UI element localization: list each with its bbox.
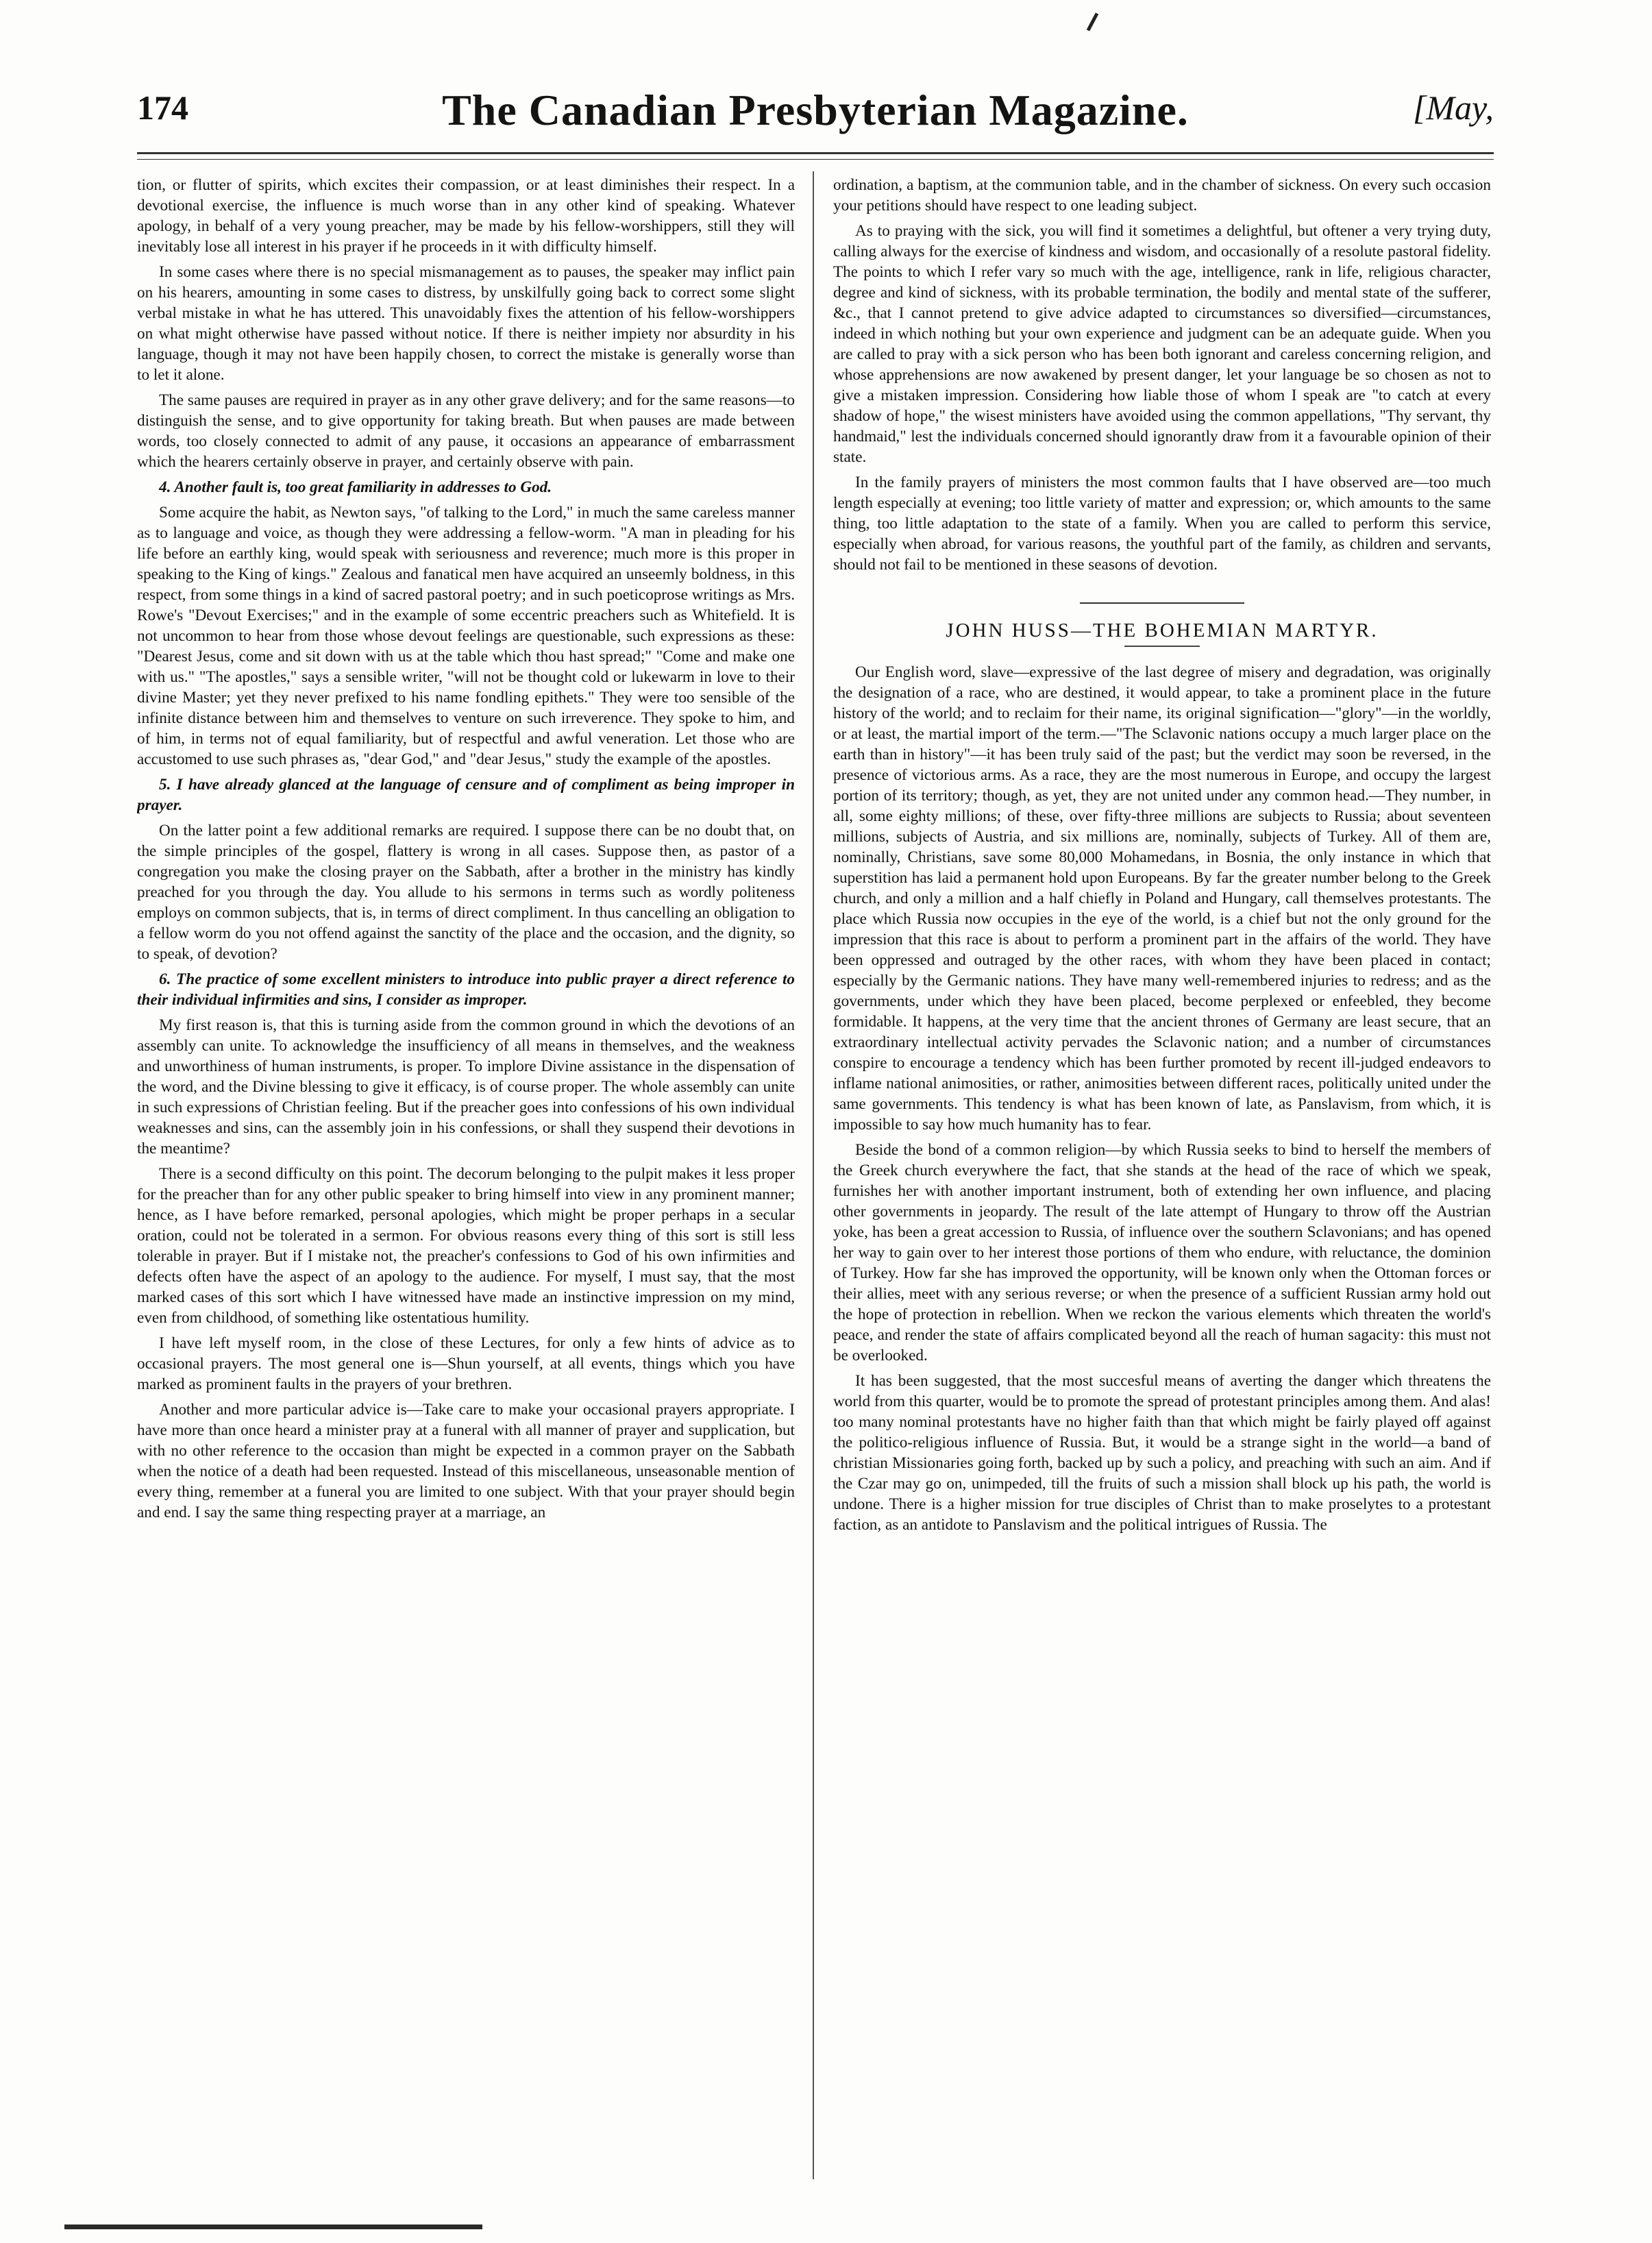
header-rule — [137, 152, 1494, 154]
paragraph: In some cases where there is no special mismanagement as to pauses, the speaker may inflict pain on his hearers, amounting in some cases to distress, by unskilfully going back to correct some slight verbal mistake in what he has uttered. This unavoidably fixes the attention of his fellow-worshippers on what might otherwise have passed without notice. If there is neither impiety nor absurdity in his language, though it may not have been happily chosen, to correct the mistake is generally worse than to let it alone. — [137, 263, 795, 384]
paragraph: Some acquire the habit, as Newton says, "of talking to the Lord," in much the same careless manner as to language and voice, as though they were addressing a fellow-worm. "A man in pleading for his life before an earthly king, would speak with seriousness and reverence; much more is this proper in speaking to the King of kings." Zealous and fanatical men have acquired an unseemly boldness, in this respect, from some things in a kind of sacred pastoral poetry; and in such poeticoprose writings as Mrs. Rowe's "Devout Exercises;" and in the example of some eccentric preachers such as Whitefield. It is not uncommon to hear from those whose devout feelings are questionable, such expressions as these: "Dearest Jesus, come and sit down with us at the table which thou hast spread;" "Come and make one with us." "The apostles," says a sensible writer, "will not be thought cold or lukewarm in love to their divine Master; yet they never prefixed to his name fondling epithets." They were too sensible of the infinite distance between him and themselves to venture on such irreverence. They spoke to him, and of him, in terms not of equal familiarity, but of respectful and awful veneration. Let those who are accustomed to use such phrases as, "dear God," and "dear Jesus," study the example of the apostles. — [137, 504, 795, 768]
paragraph-continued: tion, or flutter of spirits, which excites their compassion, or at least diminishes their respect. In a devotional exercise, the influence is much worse than in any other kind of speaking. Whatever apology, in behalf of a very young preacher, may be made by his fellow-worshippers, still they will inevitably lose all interest in his prayer if he proceeds in it with difficulty himself. — [137, 176, 795, 256]
paragraph: The same pauses are required in prayer as in any other grave delivery; and for the same reasons—to distinguish the sense, and to give opportunity for taking breath. But when pauses are made between words, too closely connected to admit of any pause, it occasions an appearance of embarrassment which the hearers certainly observe in prayer, and certainly observe with pain. — [137, 391, 795, 471]
section-heading: 6. The practice of some excellent ministers to introduce into public prayer a direct reference to their individual infirmities and sins, I consider as improper. — [137, 970, 795, 1009]
article-title: JOHN HUSS—THE BOHEMIAN MARTYR. — [946, 620, 1379, 641]
paragraph: Beside the bond of a common religion—by which Russia seeks to bind to herself the members of the Greek church everywhere the fact, that she stands at the head of the race of which we speak, furnishes her with another important instrument, both of extending her own influence, and placing other governments in jeopardy. The result of the late attempt of Hungary to throw off the Austrian yoke, has been a great accession to Russia, of influence over the southern Sclavonians; and has opened her way to gain over to her interest those portions of them who endure, with reluctance, the dominion of Turkey. How far she has improved the opportunity, will be known only when the Ottoman forces or their allies, meet with any serious reverse; or when the presence of a sufficient Russian army hold out the hope of protection in rebellion. When we reckon the various elements which threaten the world's peace, and render the state of affairs complicated beyond all the reach of human sagacity: this must not be overlooked. — [833, 1141, 1491, 1364]
paragraph: On the latter point a few additional remarks are required. I suppose there can be no doubt that, on the simple principles of the gospel, flattery is wrong in all cases. Suppose then, as pastor of a congregation you make the closing prayer on the Sabbath, after a brother in the ministry has kindly preached for you through the day. You allude to his sermons in terms such as wordly politeness employs on common subjects, that is, in terms of direct compliment. In thus cancelling an obligation to a fellow worm do you not offend against the sanctity of the place and the occasion, and the dignity, so to speak, of devotion? — [137, 822, 795, 963]
header-rule-thin — [137, 159, 1494, 160]
column-divider — [813, 171, 814, 2179]
title-underline — [1124, 646, 1200, 647]
paragraph: Another and more particular advice is—Take care to make your occasional prayers appropriate. I have more than once heard a minister pray at a funeral with all manner of prayer and supplication, but with no other reference to the occasion than might be expected in a common prayer on the Sabbath when the notice of a death had been requested. Instead of this miscellaneous, unseasonable mention of every thing, remember at a funeral you are limited to one subject. With that your prayer should begin and end. I say the same thing respecting prayer at a marriage, an — [137, 1401, 795, 1521]
paragraph: My first reason is, that this is turning aside from the common ground in which the devotions of an assembly can unite. To acknowledge the insufficiency of all means in themselves, and the weakness and unworthiness of human instruments, is proper. To implore Divine assistance in the dispensation of the word, and the Divine blessing to give it efficacy, is of course proper. The whole assembly can unite in such expressions of Christian feeling. But if the preacher goes into confessions of his own individual weaknesses and sins, can the assembly join in his confessions, or shall they suspend their devotions in the meantime? — [137, 1016, 795, 1157]
issue-month: [May, — [1412, 88, 1494, 127]
paragraph: Our English word, slave—expressive of the last degree of misery and degradation, was originally the designation of a race, who are destined, it would appear, to take a prominent place in the future history of the world; and to reclaim for their name, its original signification—"glory"—in the worldly, or at least, the martial import of the term.—"The Sclavonic nations occupy a much larger place on the earth than in history"—it has been truly said of the past; but the verdict may soon be reversed, in the presence of victorious arms. As a race, they are the most numerous in Europe, and occupy the largest portion of its territory; though, as yet, they are not united under any common head.—They number, in all, some eighty millions; of these, over fifty-three millions are subjects to Russia; about seventeen millions, subjects of Austria, and six millions are, nominally, subjects of Turkey. All of them are, nominally, Christians, save some 80,000 Mohamedans, in Bosnia, the only instance in which that superstition has laid a permanent hold upon Europeans. By far the greater number belong to the Greek church, and only a million and a half chiefly in Poland and Hungary, call themselves protestants. The place which Russia now occupies in the eye of the world, is a chief but not the only ground for the impression that this race is about to perform a prominent part in the affairs of the world. They have been oppressed and outraged by the other races, with whom they have been placed in contact; especially by the Germanic nations. They have many well-remembered injuries to redress; and as the governments, under which they have been placed, become perplexed or enfeebled, they become formidable. It happens, at the very time that the ancient thrones of Germany are least secure, that an extraordinary intellectual activity pervades the Sclavonic nation; and a number of circumstances conspire to encourage a tendency which has been further promoted by recent ill-judged endeavors to inflame national animosities, or rather, animosities between different races, politically united under the same governments. This tendency is what has been known of late, as Panslavism, from which, it is impossible to say how much humanity has to fear. — [833, 663, 1491, 1133]
scan-smudge — [64, 2224, 482, 2229]
magazine-title: The Canadian Presbyterian Magazine. — [442, 86, 1189, 134]
article-separator — [1080, 602, 1244, 604]
page-number: 174 — [137, 88, 188, 127]
left-column — [137, 175, 795, 2183]
right-column — [833, 175, 1491, 2183]
section-heading: 5. I have already glanced at the language of censure and of compliment as being improper in prayer. — [137, 776, 795, 814]
paragraph: It has been suggested, that the most succesful means of averting the danger which threatens the world from this quarter, would be to promote the spread of protestant principles among them. And alas! too many nominal protestants have no higher faith than that which might be fairly played off against the politico-religious influence of Russia. But, it would be a strange sight in the world—a band of christian Missionaries going forth, backed up by such a policy, and preaching with such an aim. And if the Czar may go on, unimpeded, till the fruits of such a mission shall block up his path, the world is undone. There is a higher mission for true disciples of Christ than to make proselytes to a protestant faction, as an antidote to Panslavism and the political intrigues of Russia. The — [833, 1372, 1491, 1534]
paragraph: I have left myself room, in the close of these Lectures, for only a few hints of advice as to occasional prayers. The most general one is—Shun yourself, at all events, things which you have marked as prominent faults in the prayers of your brethren. — [137, 1334, 795, 1393]
running-header — [137, 88, 1494, 149]
paragraph: As to praying with the sick, you will find it sometimes a delightful, but oftener a very trying duty, calling always for the exercise of kindness and wisdom, and occasionally of a resolute pastoral fidelity. The points to which I refer vary so much with the age, intelligence, rank in life, religious character, degree and kind of sickness, with its probable termination, the bodily and mental state of the sufferer, &c., that I cannot pretend to give advice adapted to circumstances so diversified—circumstances, indeed in which nothing but your own experience and judgment can be an adequate guide. When you are called to pray with a sick person who has been both ignorant and careless concerning religion, and whose apprehensions are now awakened by present danger, let your language be so chosen as not to give a mistaken impression. Considering how liable those of whom I speak are "to catch at every shadow of hope," the wisest ministers have avoided using the common appellations, "Thy servant, thy handmaid," lest the individuals concerned should ignorantly draw from it a favourable opinion of their state. — [833, 222, 1491, 466]
paragraph: There is a second difficulty on this point. The decorum belonging to the pulpit makes it less proper for the preacher than for any other public speaker to bring himself into view in any prominent manner; hence, as I have before remarked, personal apologies, which might be proper perhaps in a secular oration, could not be tolerated in a sermon. For obvious reasons every thing of this sort is still less tolerable in prayer. But if I mistake not, the preacher's confessions to God of his own infirmities and defects often have the aspect of an apology to the audience. For myself, I must say, that the most marked cases of this sort which I have witnessed have made an instinctive impression on my mind, even from childhood, of something like ostentatious humility. — [137, 1165, 795, 1327]
section-heading: 4. Another fault is, too great familiarity in addresses to God. — [159, 478, 552, 496]
pen-mark — [1087, 12, 1099, 31]
paragraph: In the family prayers of ministers the most common faults that I have observed are—too much length especially at evening; too little variety of matter and expression; or, which amounts to the same thing, too little adaptation to the state of a family. When you are called to perform this service, especially when abroad, for various reasons, the youthful part of the family, as children and servants, should not fail to be mentioned in these seasons of devotion. — [833, 474, 1491, 574]
paragraph-continued: ordination, a baptism, at the communion table, and in the chamber of sickness. On every such occasion your petitions should have respect to one leading subject. — [833, 176, 1491, 215]
